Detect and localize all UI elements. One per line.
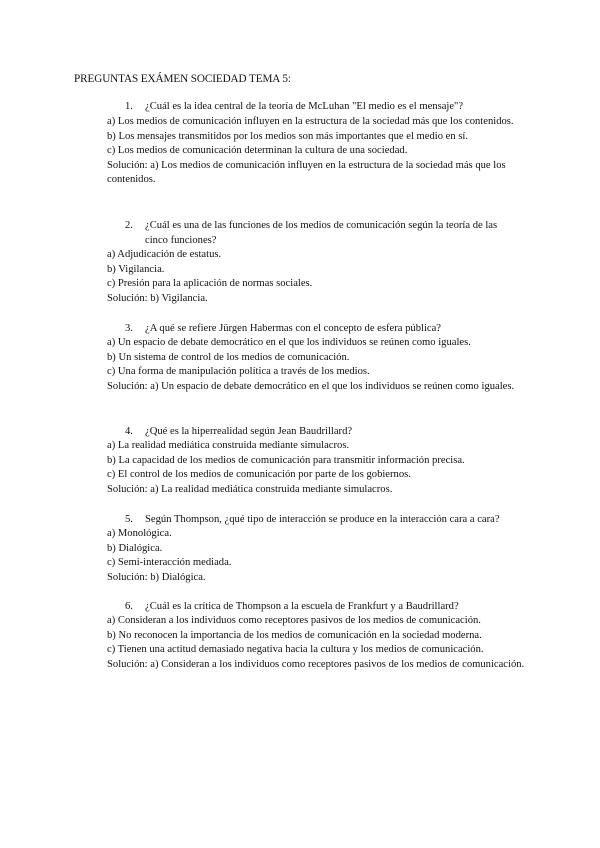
question-number: 2.	[125, 220, 133, 231]
option-c: c) Presión para la aplicación de normas sociales.	[107, 278, 313, 290]
solution: Solución: a) Un espacio de debate democrático en el que los individuos se reúnen como iguales.	[107, 380, 515, 392]
option-b: b) Dialógica.	[107, 542, 163, 554]
question-5-answers	[107, 527, 525, 585]
option-a: a) Monológica.	[107, 528, 172, 539]
question-2-answers	[107, 248, 525, 306]
option-c: c) Tienen una actitud demasiado negativa hacia la cultura y los medios de comunicación.	[107, 644, 484, 656]
solution: Solución: b) Vigilancia.	[107, 292, 208, 304]
option-b: b) No reconocen la importancia de los medios de comunicación en la sociedad moderna.	[107, 629, 482, 641]
question-text: ¿Cuál es una de las funciones de los medios de comunicación según la teoría de las cinco funciones?	[145, 220, 498, 246]
page-title: PREGUNTAS EXÁMEN SOCIEDAD TEMA 5:	[74, 73, 291, 85]
question-number: 4.	[125, 426, 133, 437]
question-number: 5.	[125, 514, 133, 525]
question-6	[108, 600, 528, 615]
question-3	[108, 322, 528, 337]
option-a: a) Un espacio de debate democrático en el que los individuos se reúnen como iguales.	[107, 337, 471, 348]
question-1	[108, 100, 528, 115]
option-b: b) Los mensajes transmitidos por los medios son más importantes que el medio en sí.	[107, 130, 469, 142]
question-6-answers	[107, 614, 525, 672]
option-a: a) Adjudicación de estatus.	[107, 249, 222, 260]
option-c: c) El control de los medios de comunicación por parte de los gobiernos.	[107, 469, 411, 481]
question-number: 6.	[125, 601, 133, 612]
solution: Solución: a) Los medios de comunicación influyen en la estructura de la sociedad más que los contenidos.	[107, 159, 506, 186]
question-4-answers	[107, 439, 525, 497]
solution: Solución: a) La realidad mediática construida mediante simulacros.	[107, 483, 393, 495]
question-number: 1.	[125, 101, 133, 112]
question-5	[108, 513, 528, 528]
question-text: ¿Cuál es la crítica de Thompson a la escuela de Frankfurt y a Baudrillard?	[145, 601, 459, 612]
question-3-answers	[107, 336, 525, 394]
option-a: a) Consideran a los individuos como receptores pasivos de los medios de comunicación.	[107, 615, 481, 626]
option-c: c) Semi-interacción mediada.	[107, 557, 232, 569]
option-a: a) La realidad mediática construida mediante simulacros.	[107, 440, 350, 451]
solution: Solución: a) Consideran a los individuos como receptores pasivos de los medios de comunicación.	[107, 658, 525, 670]
question-number: 3.	[125, 323, 133, 334]
question-text: ¿Qué es la hiperrealidad según Jean Baudrillard?	[145, 426, 353, 437]
option-b: b) La capacidad de los medios de comunicación para transmitir información precisa.	[107, 454, 465, 466]
option-c: c) Los medios de comunicación determinan la cultura de una sociedad.	[107, 145, 408, 157]
question-1-answers	[107, 115, 525, 188]
question-2	[108, 219, 528, 248]
question-4	[108, 425, 528, 440]
question-text: ¿Cuál es la idea central de la teoría de McLuhan "El medio es el mensaje"?	[145, 101, 464, 112]
question-text: Según Thompson, ¿qué tipo de interacción se produce en la interacción cara a cara?	[145, 514, 500, 525]
option-b: b) Vigilancia.	[107, 263, 165, 275]
solution: Solución: b) Dialógica.	[107, 571, 206, 583]
question-text: ¿A qué se refiere Jürgen Habermas con el concepto de esfera pública?	[145, 323, 441, 334]
option-c: c) Una forma de manipulación política a través de los medios.	[107, 366, 370, 378]
option-b: b) Un sistema de control de los medios de comunicación.	[107, 351, 350, 363]
option-a: a) Los medios de comunicación influyen en la estructura de la sociedad más que los contenidos.	[107, 116, 514, 127]
